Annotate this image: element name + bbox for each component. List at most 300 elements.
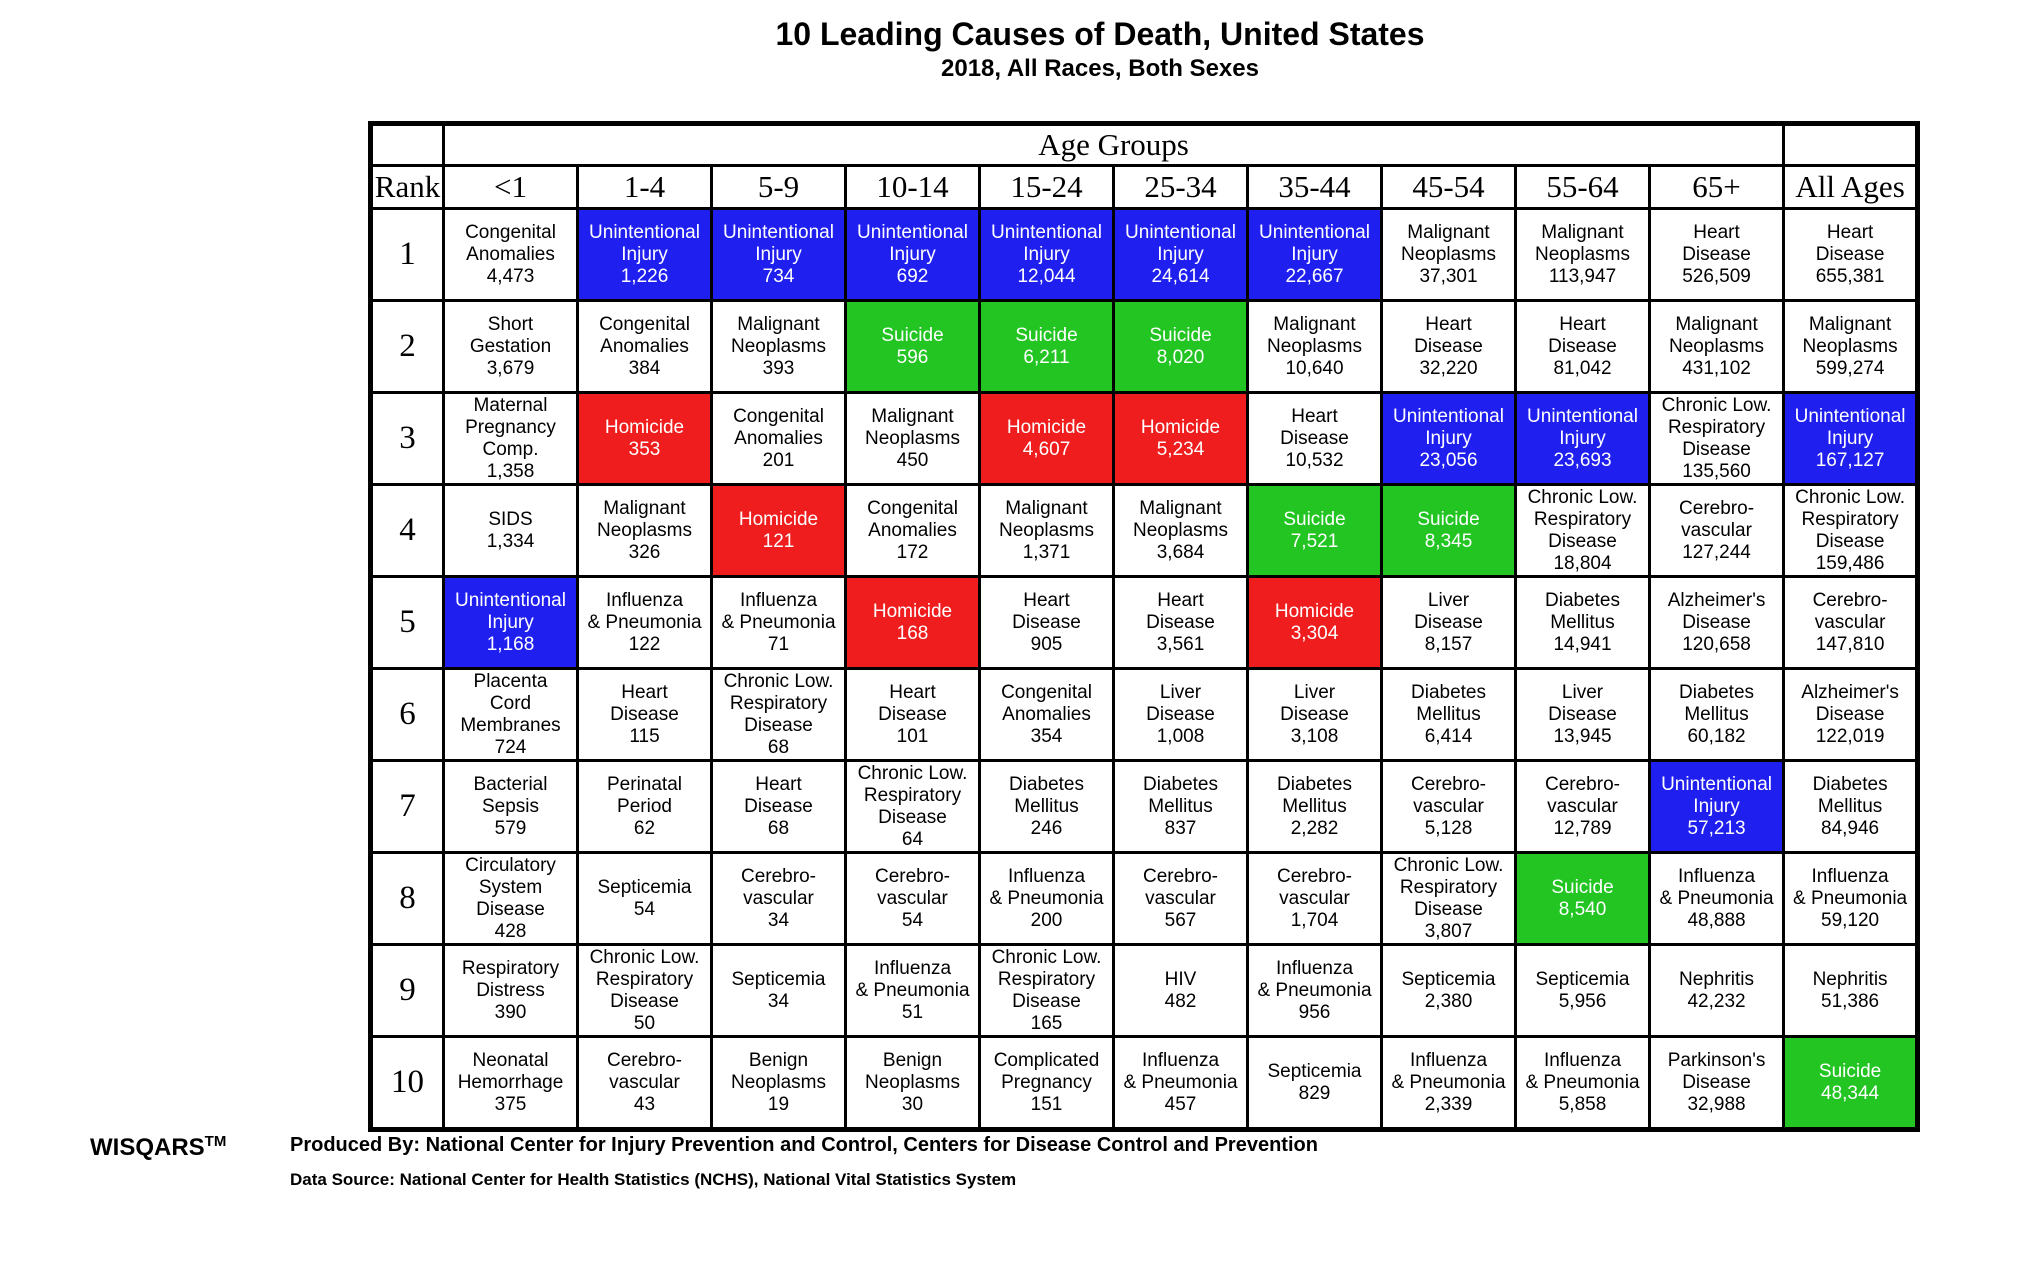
cause-cell [1650,301,1784,393]
cause-name: Malignant [737,313,820,335]
cause-name: Diabetes [1679,681,1755,703]
death-count: 353 [628,438,661,460]
age-column-header: 25-34 [1114,166,1248,209]
cause-cell [1382,945,1516,1037]
cause-name: vascular [1681,519,1752,541]
cause-name: Congenital [465,221,556,243]
death-count: 135,560 [1682,460,1751,482]
death-count: 655,381 [1815,265,1885,287]
cause-name: Injury [1693,795,1740,817]
cause-name: Disease [744,795,813,817]
cause-cell [1516,945,1650,1037]
cause-name: Placenta [473,670,548,692]
cause-name: Disease [1280,703,1349,725]
cause-name: Malignant [1675,313,1758,335]
death-count: 905 [1030,633,1063,655]
death-count: 201 [762,449,795,471]
cause-name: Respiratory [595,968,694,990]
cause-name: Diabetes [1143,773,1218,795]
death-count: 457 [1164,1093,1197,1115]
cause-name: Septicemia [731,968,826,990]
table-row [371,393,1918,485]
cause-cell [980,1037,1114,1130]
death-count: 54 [633,898,656,920]
cause-name: Liver [1561,681,1604,703]
cause-name: Disease [610,990,679,1012]
cause-name: Cerebro- [875,865,950,887]
cause-name: Maternal [473,394,548,416]
cause-cell [444,853,578,945]
cause-name: Cerebro- [1277,865,1352,887]
cause-cell [444,945,578,1037]
cause-cell [712,853,846,945]
cause-cell [1114,485,1248,577]
death-count: 23,056 [1419,449,1478,471]
cause-name: Injury [1826,427,1874,449]
death-count: 596 [896,346,929,368]
cause-name: Neonatal [472,1049,549,1071]
death-count: 5,956 [1558,990,1607,1012]
cause-cell [1784,577,1918,669]
cause-name: Disease [1280,427,1349,449]
age-groups-header: Age Groups [444,124,1784,166]
rank-cell: 9 [371,945,444,1037]
cause-name: Nephritis [1812,968,1888,990]
cause-name: Hemorrhage [457,1071,564,1093]
cause-cell [578,669,712,761]
cause-name: Diabetes [1009,773,1084,795]
cause-name: Anomalies [734,427,823,449]
brand-text: WISQARS [90,1134,205,1161]
cause-name: Neoplasms [1802,335,1898,357]
cause-name: Mellitus [1282,795,1347,817]
cause-name: Period [617,795,672,817]
cause-cell [1382,761,1516,853]
death-count: 64 [901,828,924,850]
cause-cell [846,301,980,393]
cause-name: & Pneumonia [1391,1071,1506,1093]
cause-name: Anomalies [868,519,957,541]
cause-name: Malignant [603,497,686,519]
death-count: 390 [494,1001,527,1023]
death-count: 24,614 [1151,265,1210,287]
cause-name: Diabetes [1411,681,1486,703]
cause-name: & Pneumonia [989,887,1104,909]
cause-cell [578,945,712,1037]
cause-cell [1650,1037,1784,1130]
rank-cell: 4 [371,485,444,577]
cause-cell [1784,669,1918,761]
death-count: 30 [901,1093,924,1115]
cause-name: Disease [1815,703,1885,725]
death-count: 1,334 [486,530,535,552]
cause-cell [846,393,980,485]
cause-name: Malignant [1808,313,1892,335]
cause-name: Neoplasms [730,335,827,357]
death-count: 81,042 [1553,357,1612,379]
cause-name: Influenza [1409,1049,1488,1071]
cause-name: Heart [755,773,802,795]
cause-name: Respiratory [1399,876,1498,898]
cause-cell [980,577,1114,669]
cause-cell [980,485,1114,577]
cause-name: Neoplasms [1132,519,1229,541]
death-count: 68 [767,736,790,758]
wisqars-brand [90,1133,226,1162]
cause-name: Disease [1146,611,1215,633]
cause-name: Anomalies [600,335,689,357]
cause-name: Unintentional [857,221,968,243]
death-count: 54 [901,909,924,931]
cause-name: & Pneumonia [587,611,702,633]
death-count: 51,386 [1821,990,1880,1012]
cause-cell [1114,945,1248,1037]
cause-cell [1516,301,1650,393]
cause-name: Liver [1427,589,1470,611]
cause-name: Suicide [1551,876,1614,898]
cause-cell [1784,853,1918,945]
cause-cell [1248,577,1382,669]
cause-name: Heart [1023,589,1070,611]
cause-cell [1516,761,1650,853]
cause-name: Disease [1414,898,1483,920]
cause-name: Neoplasms [998,519,1095,541]
cause-name: Unintentional [991,221,1102,243]
cause-cell [1382,1037,1516,1130]
cause-name: Neoplasms [1534,243,1631,265]
cause-name: Chronic Low. [1393,854,1504,876]
cause-cell [1382,669,1516,761]
cause-name: Disease [1548,703,1617,725]
cause-cell [444,761,578,853]
cause-name: Mellitus [1684,703,1749,725]
cause-name: Malignant [1273,313,1356,335]
death-count: 84,946 [1821,817,1880,839]
cause-name: SIDS [488,508,533,530]
death-count: 12,044 [1017,265,1076,287]
cause-cell [578,577,712,669]
cause-name: Complicated [993,1049,1100,1071]
cause-name: Neoplasms [864,427,961,449]
cause-cell [578,761,712,853]
cause-name: Disease [1146,703,1215,725]
table-row [371,209,1918,301]
rank-cell: 1 [371,209,444,301]
death-count: 837 [1164,817,1197,839]
cause-name: & Pneumonia [1525,1071,1640,1093]
death-count: 122 [628,633,661,655]
table-row [371,853,1918,945]
cause-cell [578,1037,712,1130]
cause-name: Influenza [739,589,818,611]
rank-cell: 3 [371,393,444,485]
death-count: 59,120 [1821,909,1880,931]
cause-name: Heart [1425,313,1472,335]
cause-cell [980,393,1114,485]
death-count: 6,211 [1023,346,1070,368]
cause-name: Pregnancy [465,416,556,438]
cause-name: Homicide [1140,416,1221,438]
death-count: 734 [762,265,795,287]
cause-cell [712,669,846,761]
cause-cell [444,577,578,669]
death-count: 151 [1030,1093,1063,1115]
cause-cell [1650,577,1784,669]
cause-cell [1516,577,1650,669]
cause-cell [444,301,578,393]
cause-name: Disease [1682,438,1751,460]
death-count: 101 [896,725,929,747]
death-count: 599,274 [1815,357,1885,379]
cause-cell [1248,669,1382,761]
cause-cell [578,393,712,485]
death-count: 2,339 [1424,1093,1473,1115]
age-column-header: 1-4 [578,166,712,209]
cause-name: Influenza [1811,865,1889,887]
cause-cell [1114,853,1248,945]
cause-cell [1650,209,1784,301]
cause-name: Respiratory [1533,508,1632,530]
cause-cell [444,1037,578,1130]
cause-name: vascular [1547,795,1618,817]
cause-name: Cord [489,692,532,714]
cause-name: Diabetes [1545,589,1620,611]
table-row [371,761,1918,853]
cause-cell [1248,301,1382,393]
cause-name: Suicide [1015,324,1078,346]
death-count: 2,282 [1290,817,1339,839]
cause-cell [980,853,1114,945]
cause-name: Liver [1293,681,1336,703]
cause-name: Membranes [460,714,561,736]
cause-cell [578,853,712,945]
cause-name: Unintentional [589,221,700,243]
rank-header: Rank [371,166,444,209]
death-count: 168 [896,622,929,644]
page-subtitle: 2018, All Races, Both Sexes [941,55,1259,82]
cause-cell [712,761,846,853]
cause-cell [1784,761,1918,853]
cause-name: Injury [621,243,668,265]
death-count: 43 [633,1093,656,1115]
cause-cell [1114,393,1248,485]
cause-name: Influenza [605,589,684,611]
cause-name: Circulatory [465,854,556,876]
cause-name: Heart [621,681,668,703]
death-count: 3,679 [486,357,535,379]
cause-name: Diabetes [1812,773,1888,795]
death-count: 165 [1030,1012,1063,1034]
death-count: 1,358 [486,460,535,482]
table-body [371,209,1918,1130]
cause-name: Gestation [469,335,552,357]
cause-name: Injury [1291,243,1338,265]
cause-name: Liver [1159,681,1202,703]
death-count: 34 [767,909,790,931]
cause-name: Disease [1414,611,1483,633]
age-column-header: 5-9 [712,166,846,209]
rank-cell: 7 [371,761,444,853]
cause-cell [712,301,846,393]
cause-cell [1248,853,1382,945]
cause-cell [1784,1037,1918,1130]
cause-cell [444,669,578,761]
cause-name: Disease [1414,335,1483,357]
death-count: 13,945 [1553,725,1612,747]
cause-name: Mellitus [1148,795,1213,817]
cause-name: Malignant [1005,497,1088,519]
cause-name: Nephritis [1679,968,1755,990]
cause-name: Disease [1548,335,1617,357]
cause-name: Chronic Low. [723,670,834,692]
cause-name: Chronic Low. [589,946,700,968]
death-count: 48,344 [1821,1082,1880,1104]
cause-cell [846,761,980,853]
death-count: 115 [629,725,660,747]
cause-cell [444,485,578,577]
cause-name: vascular [1413,795,1484,817]
death-count: 428 [494,920,527,942]
death-count: 1,704 [1290,909,1339,931]
death-count: 22,667 [1285,265,1344,287]
death-count: 8,020 [1156,346,1205,368]
cause-name: Suicide [1283,508,1346,530]
cause-name: Chronic Low. [1527,486,1638,508]
cause-cell [1382,853,1516,945]
cause-name: vascular [609,1071,680,1093]
cause-name: Alzheimer's [1667,589,1766,611]
cause-name: Cerebro- [741,865,816,887]
cause-name: Comp. [482,438,539,460]
cause-cell [712,1037,846,1130]
death-count: 48,888 [1687,909,1746,931]
death-count: 121 [762,530,795,552]
cause-name: Mellitus [1416,703,1481,725]
cause-name: Congenital [1001,681,1092,703]
cause-name: Injury [487,611,534,633]
cause-name: Congenital [867,497,958,519]
cause-cell [1248,1037,1382,1130]
cause-name: Unintentional [1661,773,1772,795]
death-count: 579 [494,817,527,839]
table-row [371,485,1918,577]
death-count: 51 [901,1001,924,1023]
cause-cell [1650,669,1784,761]
cause-name: Malignant [1139,497,1222,519]
cause-cell [578,209,712,301]
cause-name: Disease [1682,243,1751,265]
cause-name: Mellitus [1550,611,1615,633]
death-count: 829 [1298,1082,1331,1104]
cause-name: Bacterial [473,773,548,795]
cause-cell [1248,209,1382,301]
death-count: 4,607 [1022,438,1071,460]
cause-name: Influenza [873,957,952,979]
leading-causes-table [368,121,1920,1132]
age-column-header: 45-54 [1382,166,1516,209]
cause-cell [980,761,1114,853]
cause-cell [980,209,1114,301]
cause-name: Disease [1548,530,1617,552]
death-count: 482 [1164,990,1197,1012]
cause-name: Influenza [1007,865,1086,887]
column-header-row [371,166,1918,209]
cause-name: Disease [1815,530,1885,552]
death-count: 431,102 [1682,357,1751,379]
cause-name: Homicide [738,508,819,530]
death-count: 3,108 [1290,725,1339,747]
cause-name: Perinatal [607,773,682,795]
cause-name: Unintentional [1393,405,1504,427]
death-count: 724 [494,736,527,758]
cause-cell [1784,485,1918,577]
death-count: 375 [494,1093,527,1115]
cause-name: Respiratory [863,784,962,806]
cause-name: Cerebro- [1679,497,1755,519]
cause-name: Septicemia [597,876,692,898]
cause-cell [1784,393,1918,485]
cause-cell [712,945,846,1037]
cause-cell [1650,393,1784,485]
cause-cell [846,853,980,945]
cause-name: Distress [476,979,545,1001]
death-count: 526,509 [1682,265,1751,287]
death-count: 120,658 [1682,633,1751,655]
cause-name: Septicemia [1267,1060,1362,1082]
cause-name: Chronic Low. [857,762,968,784]
rank-cell: 5 [371,577,444,669]
death-count: 42,232 [1687,990,1746,1012]
cause-name: Chronic Low. [991,946,1102,968]
cause-name: Respiratory [729,692,828,714]
death-count: 246 [1030,817,1063,839]
cause-cell [578,485,712,577]
cause-name: Suicide [1417,508,1480,530]
cause-name: & Pneumonia [1659,887,1774,909]
trademark-mark: TM [204,1133,227,1150]
death-count: 12,789 [1553,817,1612,839]
cause-name: Diabetes [1277,773,1352,795]
cause-cell [980,669,1114,761]
rank-cell: 2 [371,301,444,393]
death-count: 5,858 [1558,1093,1607,1115]
table-row [371,301,1918,393]
age-column-header: All Ages [1784,166,1918,209]
cause-name: Congenital [599,313,690,335]
death-count: 692 [896,265,929,287]
death-count: 127,244 [1682,541,1751,563]
cause-name: Heart [889,681,936,703]
cause-name: Respiratory [997,968,1096,990]
cause-name: Homicide [1006,416,1087,438]
cause-name: Cerebro- [1411,773,1486,795]
cause-cell [444,393,578,485]
cause-name: & Pneumonia [721,611,836,633]
death-count: 3,684 [1156,541,1205,563]
cause-name: Anomalies [1002,703,1091,725]
cause-name: Unintentional [1259,221,1370,243]
cause-cell [846,577,980,669]
all-ages-spacer-cell [1784,124,1918,166]
cause-name: Septicemia [1535,968,1630,990]
age-column-header: 35-44 [1248,166,1382,209]
death-count: 5,128 [1424,817,1473,839]
cause-cell [1784,301,1918,393]
cause-cell [444,209,578,301]
cause-name: Sepsis [481,795,540,817]
cause-name: Injury [889,243,936,265]
cause-name: Injury [1023,243,1070,265]
